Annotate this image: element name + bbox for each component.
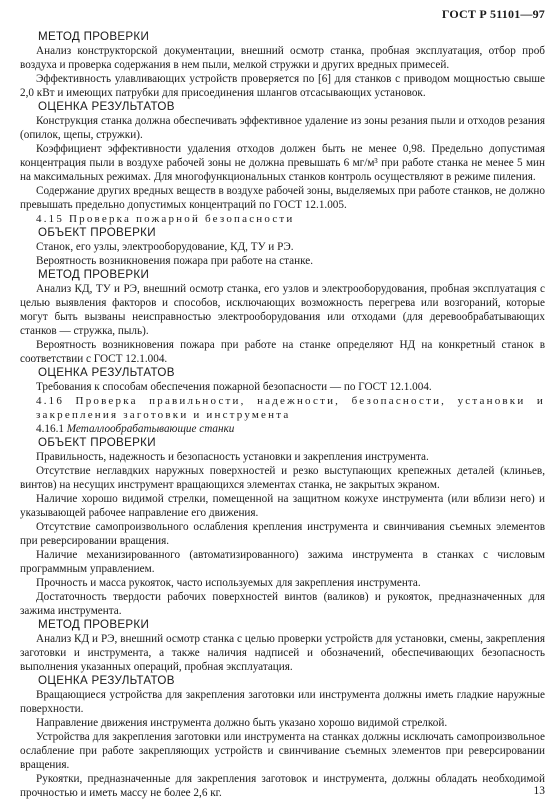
paragraph: Прочность и масса рукояток, часто используемых для закрепления инструмента.: [36, 577, 421, 589]
section-4-16-1-title: [20, 422, 545, 436]
paragraph: Коэффициент эффективности удаления отходов должен быть не менее 0,98. Предельно допустимая концентрация пыли в воздухе рабочей зоны не должна превышать 6 мг/м³ при работе станка не менее 5 мин на максимальных режимах. Для многофункциональных станков контроль осуществляют в режиме пиления.: [20, 143, 545, 183]
section-4-16-title: 4.16 Проверка правильности, надежности, безопасности, установки и закрепления заготовки и инструмента: [36, 395, 545, 421]
section-4-15-title: 4.15 Проверка пожарной безопасности: [36, 213, 295, 225]
document-body: [20, 30, 545, 800]
heading-result-evaluation: ОЦЕНКА РЕЗУЛЬТАТОВ: [38, 100, 175, 113]
heading-result-evaluation: ОЦЕНКА РЕЗУЛЬТАТОВ: [38, 366, 175, 379]
heading-test-method: МЕТОД ПРОВЕРКИ: [38, 268, 150, 281]
heading-result-evaluation: ОЦЕНКА РЕЗУЛЬТАТОВ: [38, 674, 175, 687]
paragraph: Наличие механизированного (автоматизированного) зажима инструмента в станках с числовым программным управлением.: [20, 549, 545, 575]
section-title: Металлообрабатывающие станки: [66, 423, 235, 435]
heading-test-method: МЕТОД ПРОВЕРКИ: [38, 30, 150, 43]
paragraph: Направление движения инструмента должно быть указано хорошо видимой стрелкой.: [36, 717, 448, 729]
section-number: 4.16.1: [36, 423, 64, 435]
paragraph: Вращающиеся устройства для закрепления заготовки или инструмента должны иметь гладкие наружные поверхности.: [20, 689, 545, 715]
heading-test-method: МЕТОД ПРОВЕРКИ: [38, 618, 150, 631]
paragraph: Требования к способам обеспечения пожарной безопасности — по ГОСТ 12.1.004.: [36, 381, 432, 393]
standard-designation: ГОСТ Р 51101—97: [441, 7, 545, 21]
paragraph: Отсутствие неглавдких наружных поверхностей и резко выступающих крепежных деталей (клиньев, винтов) на несущих инструмент вращающихся элементах станка, не закрытых экраном.: [20, 465, 545, 491]
paragraph: Станок, его узлы, электрооборудование, КД, ТУ и РЭ.: [36, 241, 294, 253]
paragraph: Достаточность твердости рабочих поверхностей винтов (валиков) и рукояток, предназначенных для зажима инструмента.: [20, 591, 545, 617]
paragraph: Содержание других вредных веществ в воздухе рабочей зоны, выделяемых при работе станков, не должно превышать предельно допустимых концентраций по ГОСТ 12.1.005.: [20, 185, 545, 211]
paragraph: Устройства для закрепления заготовки или инструмента на станках должны исключать самопроизвольное ослабление при работе закрепляющих устройств и свинчивание съемных элементов при реверсировании вращения.: [20, 731, 545, 771]
paragraph: Вероятность возникновения пожара при работе на станке.: [36, 255, 314, 267]
paragraph: Эффективность улавливающих устройств проверяется по [6] для станков с приводом мощностью свыше 2,0 кВт и имеющих патрубки для присоединения шлангов отсасывающих установок.: [20, 73, 545, 99]
paragraph: Рукоятки, предназначенные для закрепления заготовок и инструмента, должны обладать необходимой прочностью и иметь массу не более 2,6 кг.: [20, 773, 545, 799]
heading-test-object: ОБЪЕКТ ПРОВЕРКИ: [38, 436, 156, 449]
page-number: 13: [533, 785, 545, 797]
paragraph: Наличие хорошо видимой стрелки, помещенной на защитном кожухе инструмента (или вблизи него) и указывающей рабочее направление его движения.: [20, 493, 545, 519]
paragraph: Отсутствие самопроизвольного ослабления крепления инструмента и свинчивания съемных элементов при реверсировании вращения.: [20, 521, 545, 547]
paragraph: Конструкция станка должна обеспечивать эффективное удаление из зоны резания пыли и отходов резания (опилок, щепы, стружки).: [20, 115, 545, 141]
heading-test-object: ОБЪЕКТ ПРОВЕРКИ: [38, 226, 156, 239]
paragraph: Правильность, надежность и безопасность установки и закрепления инструмента.: [36, 451, 429, 463]
paragraph: Анализ КД, ТУ и РЭ, внешний осмотр станка, его узлов и электрооборудования, пробная эксплуатация с целью выявления факторов и способов, исключающих возможность перегрева или возгораний, которые могут быть вызваны неисправностью электрооборудования или отходами (для деревообрабатывающих станков — стружка, пыль).: [20, 283, 545, 337]
paragraph: Анализ КД и РЭ, внешний осмотр станка с целью проверки устройств для установки, смены, закрепления заготовки и инструмента, а также наличия надписей и обозначений, обеспечивающих безопасность выполнения указанных операций, пробная эксплуатация.: [20, 633, 545, 673]
paragraph: Вероятность возникновения пожара при работе на станке определяют НД на конкретный станок в соответствии с ГОСТ 12.1.004.: [20, 339, 545, 365]
paragraph: Анализ конструкторской документации, внешний осмотр станка, пробная эксплуатация, отбор проб воздуха и проверка содержания в нем пыли, мелкой стружки и других вредных примесей.: [20, 45, 545, 71]
